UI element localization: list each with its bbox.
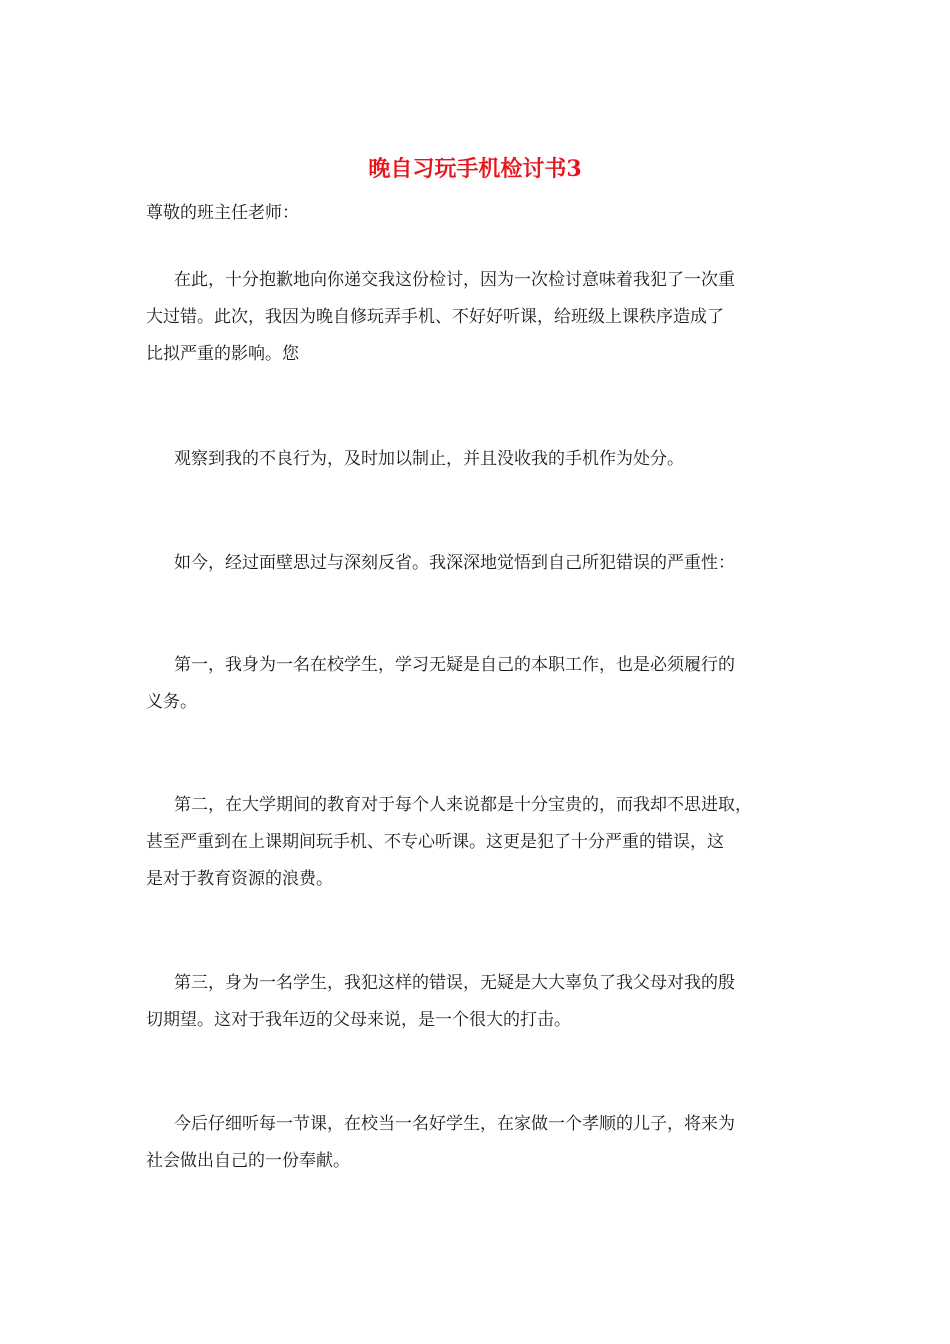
paragraph-line: 观察到我的不良行为，及时加以制止，并且没收我的手机作为处分。 — [174, 449, 684, 469]
paragraph-line: 第一，我身为一名在校学生，学习无疑是自己的本职工作，也是必须履行的 — [174, 655, 735, 675]
paragraph-line: 甚至严重到在上课期间玩手机、不专心听课。这更是犯了十分严重的错误，这 — [146, 832, 724, 852]
paragraph-2 — [146, 441, 812, 478]
salutation: 尊敬的班主任老师： — [146, 203, 299, 223]
paragraph-1 — [146, 262, 812, 373]
paragraph-7 — [146, 1106, 812, 1180]
paragraph-line: 大过错。此次，我因为晚自修玩弄手机、不好好听课，给班级上课秩序造成了 — [146, 307, 724, 327]
paragraph-5 — [146, 787, 812, 898]
paragraph-line: 在此，十分抱歉地向你递交我这份检讨，因为一次检讨意味着我犯了一次重 — [174, 270, 735, 290]
paragraph-3 — [146, 545, 812, 582]
paragraph-line: 比拟严重的影响。您 — [146, 344, 299, 364]
paragraph-4 — [146, 647, 812, 721]
paragraph-line: 第二，在大学期间的教育对于每个人来说都是十分宝贵的，而我却不思进取， — [174, 795, 752, 815]
paragraph-line: 社会做出自己的一份奉献。 — [146, 1151, 350, 1171]
paragraph-line: 切期望。这对于我年迈的父母来说，是一个很大的打击。 — [146, 1010, 571, 1030]
paragraph-line: 今后仔细听每一节课，在校当一名好学生，在家做一个孝顺的儿子，将来为 — [174, 1114, 735, 1134]
paragraph-line: 义务。 — [146, 692, 197, 712]
paragraph-line: 第三，身为一名学生，我犯这样的错误，无疑是大大辜负了我父母对我的殷 — [174, 973, 735, 993]
paragraph-line: 如今，经过面壁思过与深刻反省。我深深地觉悟到自己所犯错误的严重性： — [174, 553, 735, 573]
paragraph-line: 是对于教育资源的浪费。 — [146, 869, 333, 889]
paragraph-6 — [146, 965, 812, 1039]
document-title: 晚自习玩手机检讨书3 — [368, 156, 582, 182]
